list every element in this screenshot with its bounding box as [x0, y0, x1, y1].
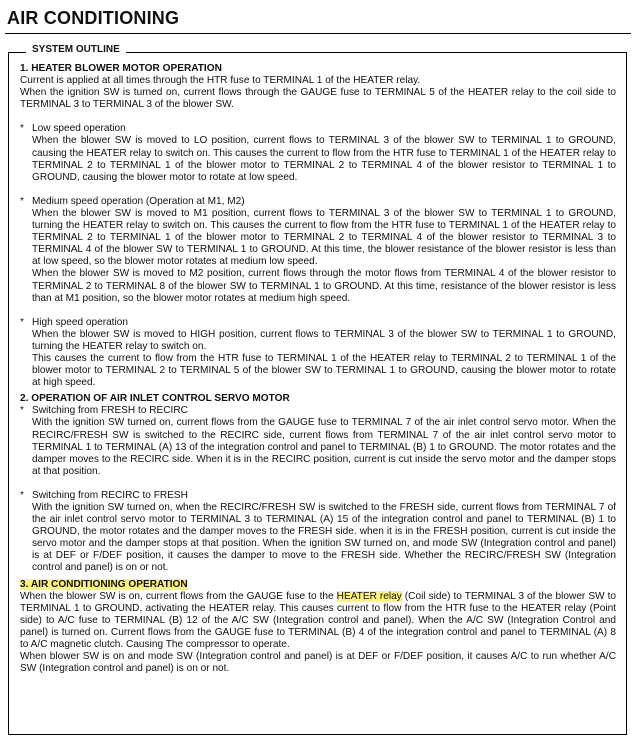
bullet-asterisk-icon: * [20, 316, 24, 328]
section-1-paragraph-1: Current is applied at all times through the HTR fuse to TERMINAL 1 of the HEATER relay. [20, 75, 421, 87]
bullet-asterisk-icon: * [20, 195, 24, 207]
bullet-asterisk-icon: * [20, 123, 24, 135]
section-1-heading: 1. HEATER BLOWER MOTOR OPERATION [20, 63, 222, 74]
recirc-text: With the ignition SW turned on, current flows from the GAUGE fuse to TERMINAL 7 of the air inlet control servo motor. When the RECIRC/FRESH SW is switched to the RECIRC side, current flows from TERMINAL 7 of the air inlet control servo motor to TERMINAL 1 to TERMINAL (A) 13 of the integration control and panel to TERMINAL (B) 1 to GROUND. The motor rotates and the damper moves to the RECIRC side. When it is in the RECIRC position, current is cut inside the servo motor and the damper stops at that position. [32, 417, 616, 477]
section-3-heading: 3. AIR CONDITIONING OPERATION [20, 578, 188, 590]
heater-relay-highlight: HEATER relay [336, 590, 402, 602]
medium-speed-subheading: * Medium speed operation (Operation at M1, M2) [20, 195, 245, 207]
system-outline-label: SYSTEM OUTLINE [26, 44, 126, 55]
high-speed-subheading: * High speed operation [20, 316, 128, 328]
fresh-text: With the ignition SW turned on, when the RECIRC/FRESH SW is switched to the FRESH side, current flows from TERMINAL 7 of the air inlet control servo motor to TERMINAL 3 to TERMINAL (A) 15 of the integration control and panel to TERMINAL (B) 1 to GROUND, the motor rotates and the damper moves to the FRESH side. when it is in the FRESH position, current is cut inside the servo motor and the damper stops at that position. When the ignition SW turned on, and mode SW (Integration control and panel) is at DEF or F/DEF position, it causes the damper to move to the FRESH side. Whether the RECIRC/FRESH SW (Integration control and panel) is on or not. [32, 502, 616, 574]
high-speed-text-1: When the blower SW is moved to HIGH position, current flows to TERMINAL 3 of the blower SW to TERMINAL 1 to GROUND, turning the HEATER relay to switch on. [32, 328, 616, 352]
fresh-subheading: * Switching from RECIRC to FRESH [20, 489, 188, 501]
bullet-asterisk-icon: * [20, 405, 24, 417]
medium-speed-text-1: When the blower SW is moved to M1 position, current flows to TERMINAL 3 of the blower SW to TERMINAL 1 to GROUND, turning the HEATER relay to switch on. This causes the current to flow from the HTR fuse to TERMINAL 1 of the HEATER relay to TERMINAL 2 to TERMINAL 1 of the blower motor to TERMINAL 2 to TERMINAL 4 of the blower resistor to TERMINAL 3 to TERMINAL 4 of the blower SW to TERMINAL 1 to GROUND. At this time, the blower resistance of the blower resistor is less than at low speed, so the blower motor rotates at medium low speed. [32, 207, 616, 268]
low-speed-subheading: * Low speed operation [20, 123, 126, 135]
medium-speed-text-2: When the blower SW is moved to M2 position, current flows through the motor flows from TERMINAL 4 of the blower resistor to TERMINAL 2 to TERMINAL 8 of the blower SW to TERMINAL 1 to GROUND. At this time, resistance of the blower resistor is less than at M1 position, so the blower motor rotates at medium high speed. [32, 268, 616, 304]
high-speed-text-2: This causes the current to flow from the HTR fuse to TERMINAL 1 of the HEATER relay to TERMINAL 2 to TERMINAL 1 of the blower motor to TERMINAL 2 to TERMINAL 5 of the blower SW to TERMINAL 1 to GROUND, causing the blower motor to rotate at high speed. [32, 352, 616, 389]
section-2-heading: 2. OPERATION OF AIR INLET CONTROL SERVO MOTOR [20, 393, 290, 405]
page-title: AIR CONDITIONING [7, 8, 180, 28]
section-1-paragraph-2: When the ignition SW is turned on, current flows through the GAUGE fuse to TERMINAL 5 of the HEATER relay to the coil side to TERMINAL 3 to TERMINAL 3 of the blower SW. [20, 87, 616, 111]
section-3-paragraph-1: When the blower SW is on, current flows from the GAUGE fuse to the HEATER relay (Coil side) to TERMINAL 3 of the blower SW to TERMINAL 1 to GROUND, activating the HEATER relay. This causes current to flow from the HTR fuse to the HEATER relay (Point side) to A/C fuse to TERMINAL (B) 12 of the A/C SW (Integration control and panel). When the A/C SW (Integration Control and panel) is turned on. Current flows from the GAUGE fuse to TERMINAL (B) 4 of the integration control and panel to TERMINAL (A) 8 to A/C magnetic clutch. Causing The compressor to operate. [20, 590, 617, 651]
bullet-asterisk-icon: * [20, 489, 24, 501]
recirc-subheading: * Switching from FRESH to RECIRC [20, 405, 188, 417]
outline-content [20, 63, 616, 675]
low-speed-text: When the blower SW is moved to LO position, current flows to TERMINAL 3 of the blower SW to TERMINAL 1 to GROUND, causing the HEATER relay to switch on. This causes the current to flow from the HTR fuse to TERMINAL 1 of the HEATER relay to TERMINAL 2 to TERMINAL 1 of the blower motor to TERMINAL 2 to TERMINAL 4 of the blower resistor to TERMINAL 1 to GROUND, causing the blower motor to rotate at low speed. [32, 135, 616, 183]
section-3-paragraph-2: When blower SW is on and mode SW (Integration control and panel) is at DEF or F/DEF position, it causes A/C to run whether A/C SW (Integration control and panel) is on or not. [20, 651, 616, 675]
title-divider [5, 33, 631, 34]
